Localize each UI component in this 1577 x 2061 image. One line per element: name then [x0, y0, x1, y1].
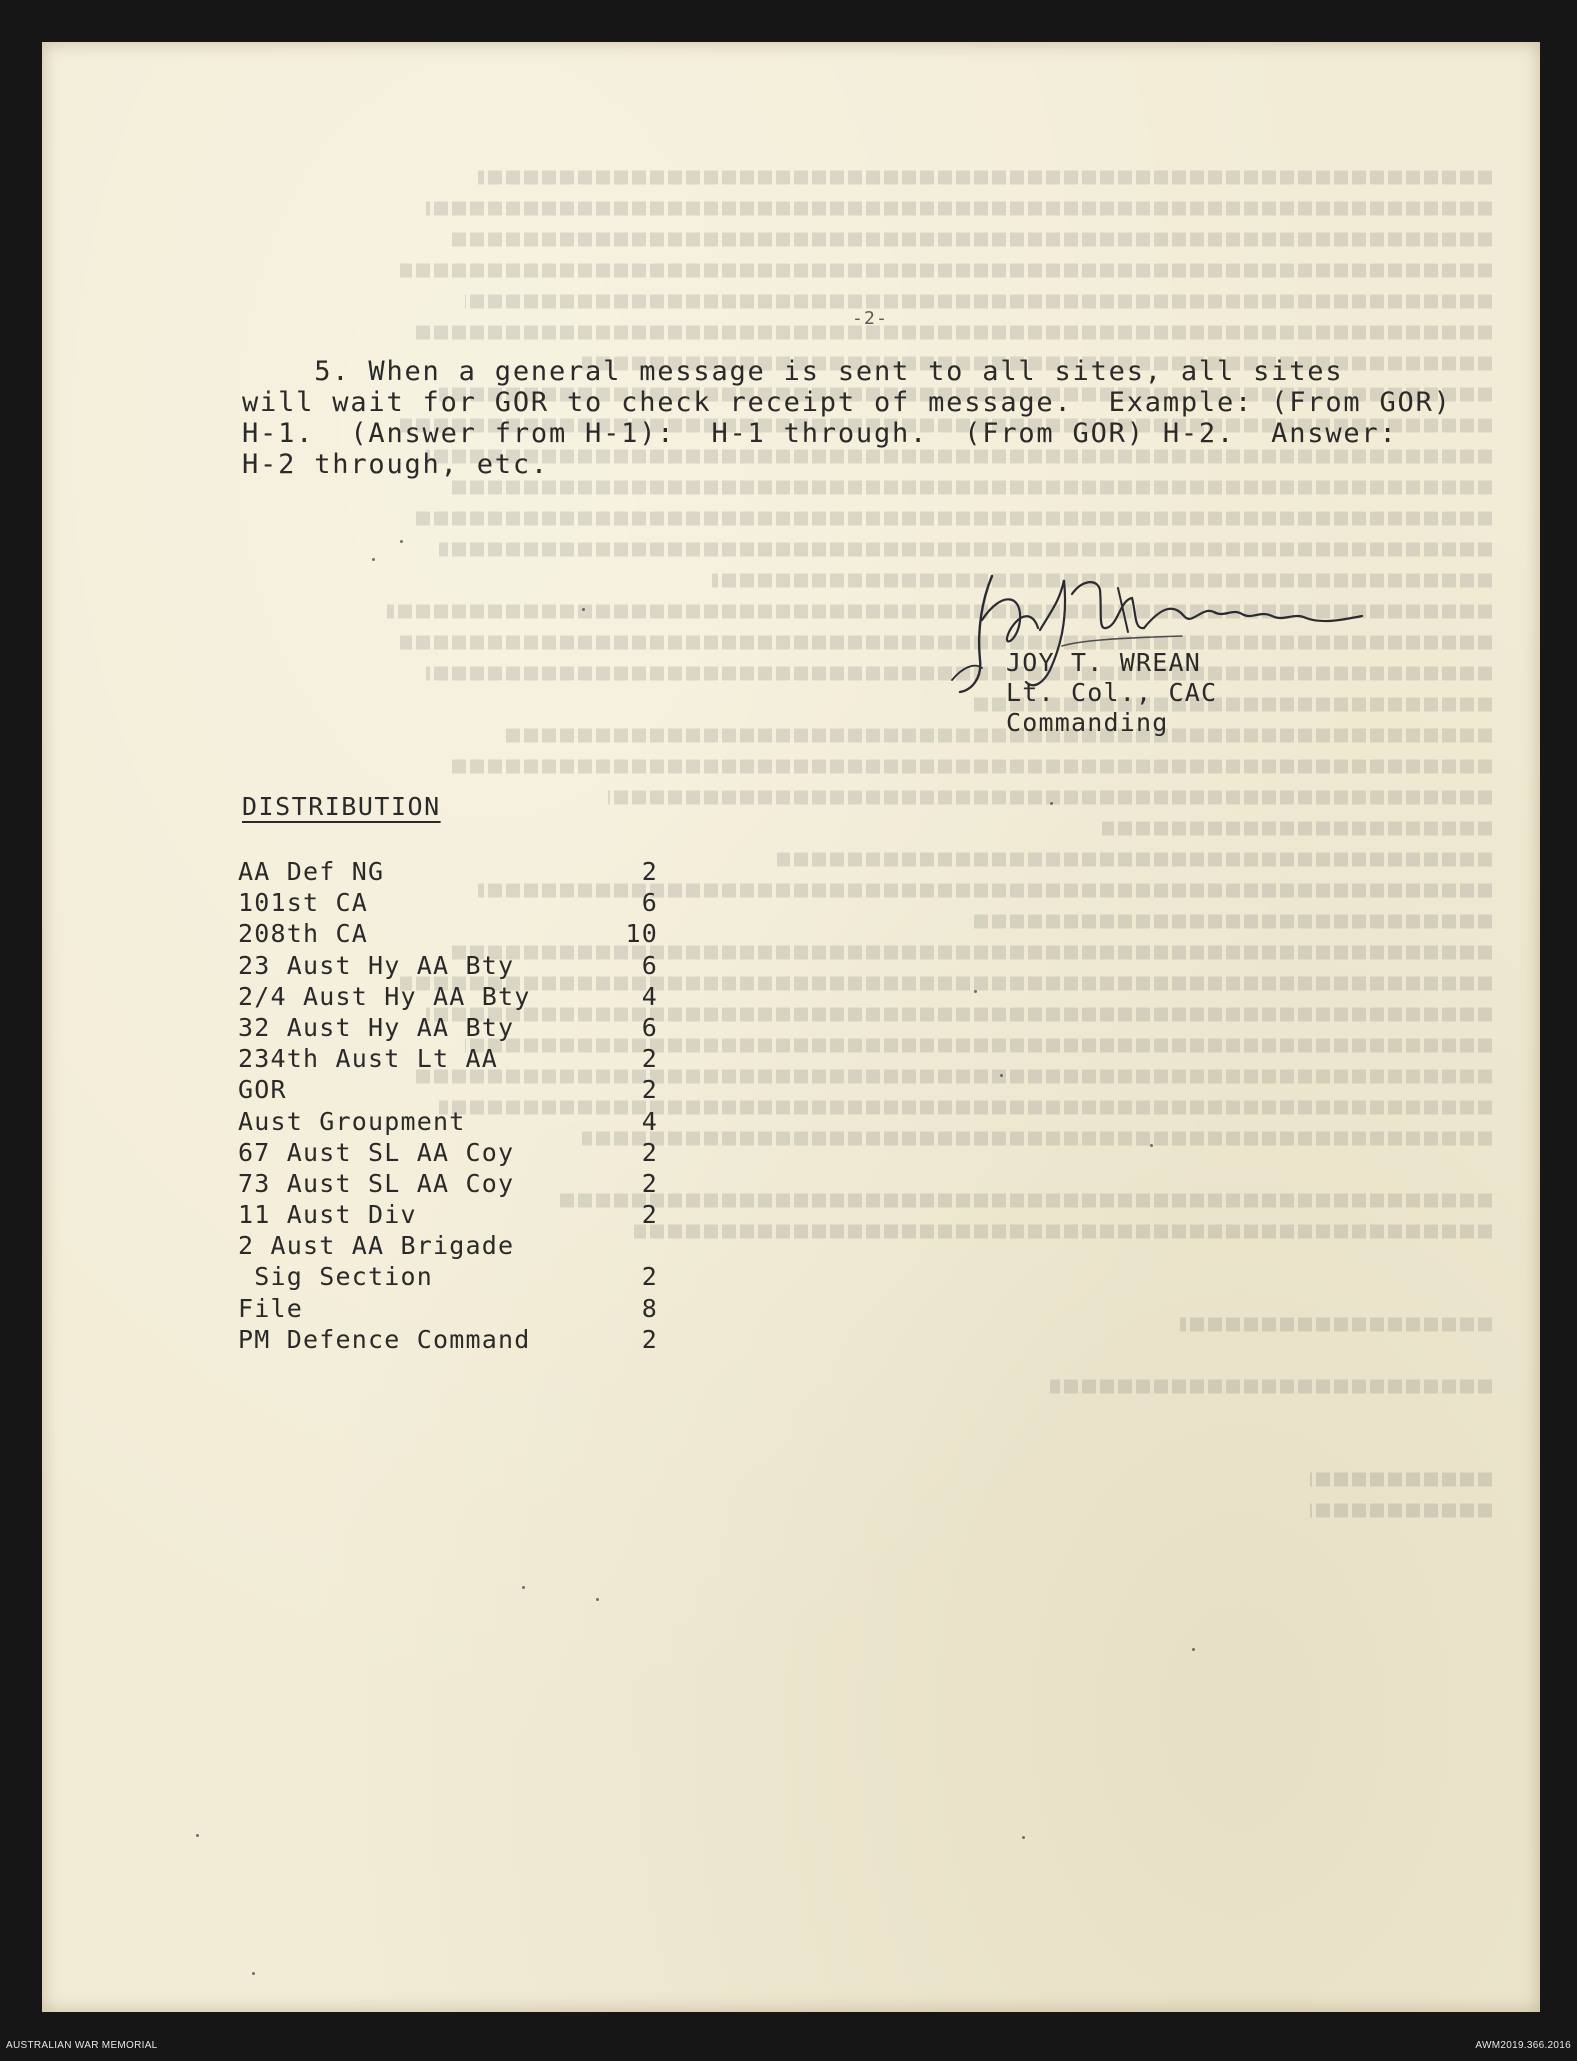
paper-speck	[196, 1834, 199, 1837]
distribution-recipient: GOR	[238, 1075, 287, 1105]
distribution-row	[238, 919, 658, 950]
paper-speck	[596, 1598, 599, 1601]
paragraph-line: will wait for GOR to check receipt of message. Example: (From GOR)	[242, 387, 1452, 418]
distribution-count: 8	[641, 1293, 658, 1323]
paper-speck	[1150, 1144, 1153, 1147]
signatory-role: Commanding	[1006, 708, 1169, 737]
distribution-recipient: 2 Aust AA Brigade	[238, 1231, 515, 1261]
paper-speck	[582, 608, 585, 611]
distribution-row	[238, 1138, 658, 1169]
signatory-rank: Lt. Col., CAC	[1006, 678, 1218, 707]
distribution-recipient: 73 Aust SL AA Coy	[238, 1168, 515, 1198]
distribution-row	[238, 1044, 658, 1075]
signatory-name: JOY T. WREAN	[1006, 648, 1202, 677]
footer-collection-label: AUSTRALIAN WAR MEMORIAL	[6, 2040, 158, 2051]
paper-speck	[522, 1586, 525, 1589]
paper-speck	[1022, 1836, 1025, 1839]
distribution-recipient: 101st CA	[238, 888, 369, 918]
distribution-row	[238, 982, 658, 1013]
distribution-recipient: 208th CA	[238, 919, 369, 949]
distribution-count: 2	[641, 857, 658, 886]
paper-speck	[1000, 1074, 1003, 1077]
footer-accession-number: AWM2019.366.2016	[1475, 2040, 1571, 2051]
signature-block	[1006, 648, 1217, 738]
distribution-count: 6	[641, 1012, 658, 1042]
paper-speck	[974, 990, 977, 993]
paper-speck	[1192, 1648, 1195, 1651]
distribution-recipient: 23 Aust Hy AA Bty	[238, 950, 515, 980]
paper-speck	[372, 558, 375, 561]
distribution-heading: DISTRIBUTION	[242, 792, 441, 821]
distribution-count: 2	[641, 1324, 658, 1354]
distribution-row	[238, 1325, 658, 1356]
distribution-row	[238, 1107, 658, 1138]
distribution-recipient: Sig Section	[238, 1262, 434, 1292]
distribution-row	[238, 951, 658, 982]
distribution-count: 4	[641, 1106, 658, 1136]
distribution-count: 2	[641, 1044, 658, 1074]
paragraph-line: 5. When a general message is sent to all sites, all sites	[242, 356, 1344, 387]
paragraph-5	[242, 356, 1452, 480]
paper-speck	[1050, 802, 1053, 805]
distribution-recipient: Aust Groupment	[238, 1106, 466, 1136]
distribution-row	[238, 1169, 658, 1200]
paragraph-line: H-2 through, etc.	[242, 449, 549, 480]
distribution-count: 6	[641, 888, 658, 918]
distribution-count: 2	[641, 1262, 658, 1292]
distribution-row	[238, 1200, 658, 1231]
paragraph-line: H-1. (Answer from H-1): H-1 through. (From GOR) H-2. Answer:	[242, 418, 1398, 449]
page-number: -2-	[852, 308, 889, 329]
distribution-recipient: 67 Aust SL AA Coy	[238, 1137, 515, 1167]
distribution-recipient: AA Def NG	[238, 857, 385, 886]
distribution-recipient: 234th Aust Lt AA	[238, 1044, 499, 1074]
distribution-count: 10	[625, 919, 658, 949]
paper-speck	[252, 1972, 255, 1975]
distribution-row	[238, 857, 658, 888]
distribution-row	[238, 888, 658, 919]
distribution-row	[238, 1294, 658, 1325]
paper-speck	[400, 540, 403, 543]
distribution-row	[238, 1231, 658, 1262]
distribution-recipient: File	[238, 1293, 304, 1323]
distribution-recipient: 2/4 Aust Hy AA Bty	[238, 981, 531, 1011]
distribution-row	[238, 1262, 658, 1293]
distribution-recipient: PM Defence Command	[238, 1324, 531, 1354]
distribution-count: 4	[641, 981, 658, 1011]
distribution-recipient: 11 Aust Div	[238, 1200, 417, 1230]
distribution-count: 2	[641, 1200, 658, 1230]
distribution-row	[238, 1013, 658, 1044]
distribution-count: 6	[641, 950, 658, 980]
document-page	[42, 42, 1540, 2012]
distribution-count: 2	[641, 1168, 658, 1198]
distribution-count: 2	[641, 1075, 658, 1105]
distribution-count: 2	[641, 1137, 658, 1167]
distribution-list	[238, 857, 658, 1356]
distribution-row	[238, 1075, 658, 1106]
distribution-recipient: 32 Aust Hy AA Bty	[238, 1012, 515, 1042]
